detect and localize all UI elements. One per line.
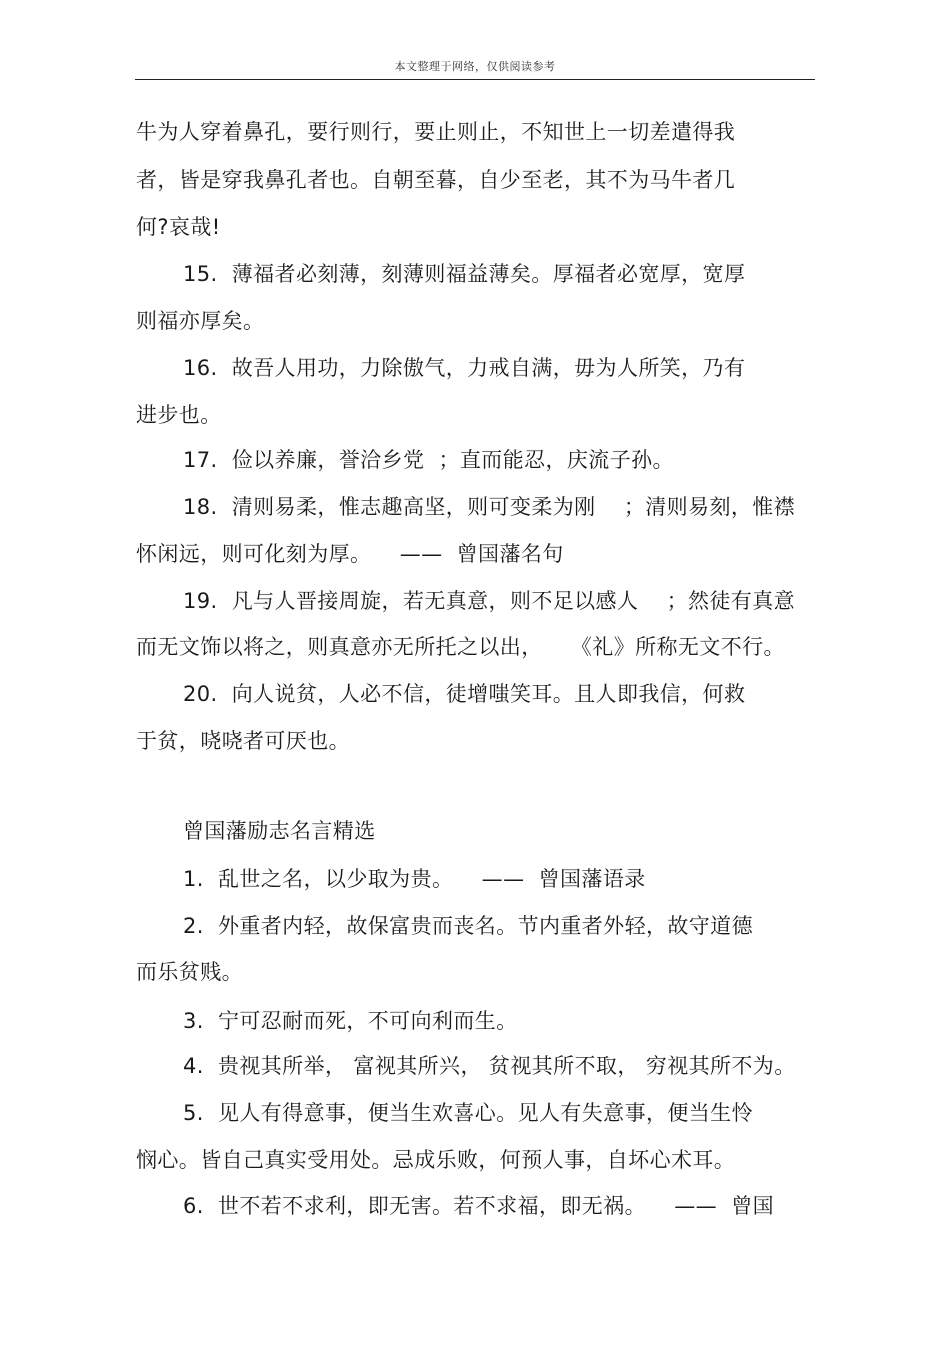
text-line: 牛为人穿着鼻孔，要行则行，要止则止，不知世上一切差遣得我 [136, 120, 736, 144]
text-line: 20. 向人说贫，人必不信，徒增嗤笑耳。且人即我信，何救 [183, 682, 746, 706]
text-line: 悯心。皆自己真实受用处。忌成乐败，何预人事，自坏心术耳。 [136, 1148, 736, 1172]
header-note: 本文整理于网络，仅供阅读参考 [394, 60, 556, 73]
text-line: 19. 凡与人晋接周旋，若无真意，则不足以感人 ；然徒有真意 [183, 589, 796, 613]
text-line: 3. 宁可忍耐而死，不可向利而生。 [183, 1009, 518, 1033]
text-line: 15. 薄福者必刻薄，刻薄则福益薄矣。厚福者必宽厚，宽厚 [183, 262, 746, 286]
section-title: 曾国藩励志名言精选 [183, 819, 376, 843]
text-line: 进步也。 [136, 403, 222, 427]
text-line: 者，皆是穿我鼻孔者也。自朝至暮，自少至老，其不为马牛者几 [136, 168, 736, 192]
text-line: 而乐贫贱。 [136, 960, 243, 984]
text-line: 则福亦厚矣。 [136, 309, 265, 333]
text-line: 于贫，哓哓者可厌也。 [136, 729, 350, 753]
text-line: 何?哀哉! [136, 215, 221, 239]
text-line: 4. 贵视其所举， 富视其所兴， 贫视其所不取， 穷视其所不为。 [183, 1054, 796, 1078]
text-line: 怀闲远，则可化刻为厚。 —— 曾国藩名句 [136, 542, 564, 566]
text-line: 6. 世不若不求利，即无害。若不求福，即无祸。 —— 曾国 [183, 1194, 775, 1218]
header-rule [135, 79, 815, 80]
text-line: 5. 见人有得意事，便当生欢喜心。见人有失意事，便当生怜 [183, 1101, 753, 1125]
text-line: 18. 清则易柔，惟志趣高坚，则可变柔为刚 ；清则易刻，惟襟 [183, 495, 796, 519]
text-line: 而无文饰以将之，则真意亦无所托之以出， 《礼》所称无文不行。 [136, 635, 785, 659]
text-line: 17. 俭以养廉，誉洽乡党 ；直而能忍，庆流子孙。 [183, 448, 674, 472]
text-line: 1. 乱世之名，以少取为贵。 —— 曾国藩语录 [183, 867, 646, 891]
text-line: 16. 故吾人用功，力除傲气，力戒自满，毋为人所笑，乃有 [183, 356, 746, 380]
text-line: 2. 外重者内轻，故保富贵而丧名。节内重者外轻，故守道德 [183, 914, 753, 938]
